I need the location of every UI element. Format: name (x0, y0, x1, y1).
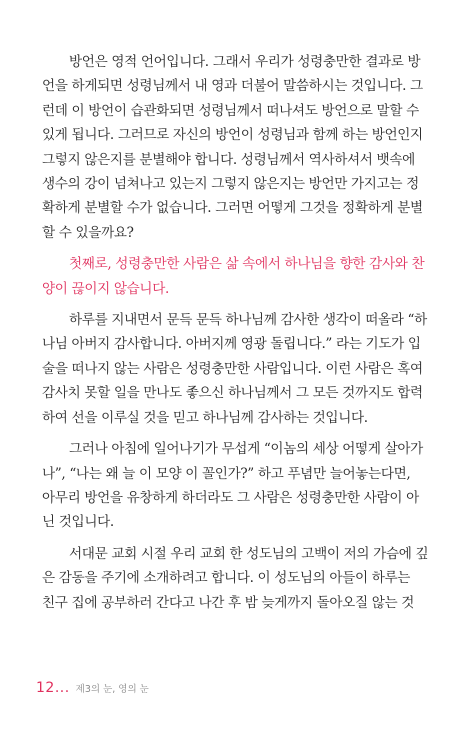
page-number: 12... (36, 680, 70, 696)
text-line: 서대문 교회 시절 우리 교회 한 성도님의 고백이 저의 가슴에 깊 (69, 545, 429, 562)
text-line: 아무리 방언을 유창하게 하더라도 그 사람은 성령충만한 사람이 아 (42, 489, 419, 506)
paragraph-gap (42, 245, 434, 252)
text-line: 양이 끊이지 않습니다. (42, 280, 169, 297)
text-line: 방언은 영적 언어입니다. 그래서 우리가 성령충만한 결과로 방 (69, 54, 421, 70)
text-line: 친구 집에 공부하러 간다고 나간 후 밤 늦게까지 돌아오질 않는 것 (42, 594, 415, 611)
text-line: 첫째로, 성령충만한 사람은 삶 속에서 하나님을 향한 감사와 찬 (69, 256, 425, 273)
text-line: 그러나 아침에 일어나기가 무섭게 “이놈의 세상 어떻게 살아가 (69, 441, 423, 458)
text-line: 감사치 못할 일을 만나도 좋으신 하나님께서 그 모든 것까지도 합력 (42, 385, 423, 402)
paragraph-complaint (42, 437, 434, 535)
paragraph-gap (42, 535, 434, 542)
paragraph-tongues-discernment (42, 50, 434, 245)
paragraph-daily-thanks (42, 308, 434, 430)
text-line: 하여 선을 이루실 것을 믿고 하나님께 감사하는 것입니다. (42, 409, 368, 426)
body-text (42, 50, 434, 615)
paragraph-gap (42, 430, 434, 437)
highlighted-point-first (42, 252, 434, 301)
paragraph-gap (42, 301, 434, 308)
text-line: 언을 하게되면 성령님께서 내 영과 더불어 말씀하시는 것입니다. 그 (42, 78, 423, 95)
text-line: 나님 아버지 감사합니다. 아버지께 영광 돌립니다.” 라는 기도가 입 (42, 336, 421, 353)
text-line: 확하게 분별할 수가 없습니다. 그러면 어떻게 그것을 정확하게 분별 (42, 200, 423, 217)
page-footer (36, 680, 149, 700)
text-line: 런데 이 방언이 습관화되면 성령님께서 떠나셔도 방언으로 말할 수 (42, 102, 419, 119)
text-line: 은 감동을 주기에 소개하려고 합니다. 이 성도님의 아들이 하루는 (42, 570, 411, 587)
text-line: 나”, “나는 왜 늘 이 모양 이 꼴인가?” 하고 푸념만 늘어놓는다면, (42, 465, 411, 482)
text-line: 생수의 강이 넘쳐나고 있는지 그렇지 않은지는 방언만 가지고는 정 (42, 176, 419, 193)
text-line: 닌 것입니다. (42, 514, 114, 531)
text-line: 할 수 있을까요? (42, 224, 134, 241)
text-line: 하루를 지내면서 문득 문득 하나님께 감사한 생각이 떠올라 “하 (69, 312, 427, 329)
running-title: 제3의 눈, 영의 눈 (75, 684, 149, 695)
text-line: 있게 됩니다. 그러므로 자신의 방언이 성령님과 함께 하는 방언인지 (42, 127, 423, 144)
text-line: 그렇지 않은지를 분별해야 합니다. 성령님께서 역사하셔서 뱃속에 (42, 151, 415, 168)
paragraph-testimony (42, 542, 434, 615)
text-line: 술을 떠나지 않는 사람은 성령충만한 사람입니다. 이런 사람은 혹여 (42, 360, 423, 377)
